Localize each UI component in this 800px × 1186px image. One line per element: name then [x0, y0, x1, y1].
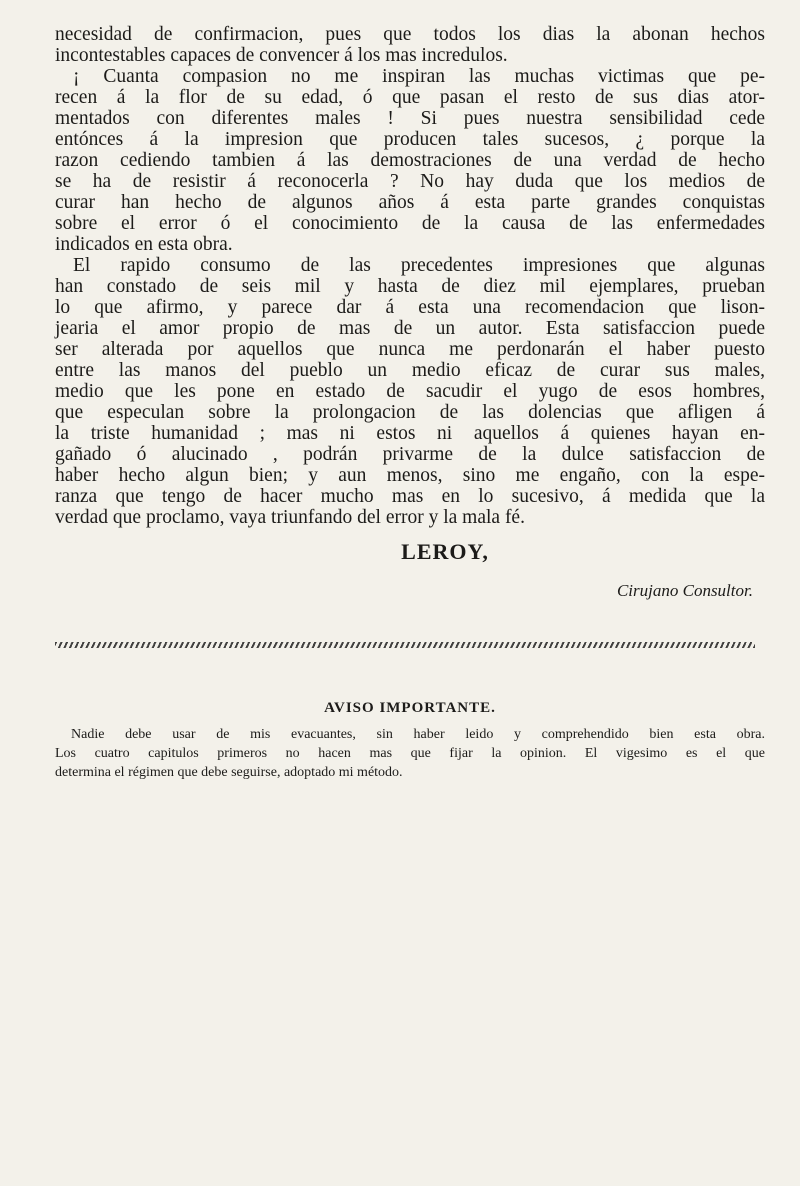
page [55, 24, 765, 782]
body-line: incontestables capaces de convencer á los mas incredulos. [55, 45, 508, 66]
body-line: medio que les pone en estado de sacudir el yugo de esos hombres, [55, 381, 765, 402]
signature-role: Cirujano Consultor. [616, 581, 753, 600]
body-line: que especulan sobre la prolongacion de las dolencias que afligen á [55, 402, 765, 423]
notice-title: AVISO IMPORTANTE. [324, 700, 496, 716]
body-line: jearia el amor propio de mas de un autor. Esta satisfaccion puede [55, 318, 765, 339]
notice-text [55, 725, 765, 782]
notice-line: Los cuatro capitulos primeros no hacen mas que fijar la opinion. El vigesimo es el que [55, 746, 765, 761]
body-line: haber hecho algun bien; y aun menos, sino me engaño, con la espe- [55, 465, 765, 486]
body-line: lo que afirmo, y parece dar á esta una recomendacion que lison- [55, 297, 765, 318]
body-line: verdad que proclamo, vaya triunfando del error y la mala fé. [55, 507, 525, 528]
body-line: entre las manos del pueblo un medio eficaz de curar sus males, [55, 360, 765, 381]
signature-name: LEROY, [401, 539, 489, 564]
body-line: ser alterada por aquellos que nunca me perdonarán el haber puesto [55, 339, 765, 360]
body-line: El rapido consumo de las precedentes impresiones que algunas [73, 255, 765, 276]
notice-line: determina el régimen que debe seguirse, adoptado mi método. [55, 765, 403, 780]
body-line: indicados en esta obra. [55, 234, 233, 255]
body-line: la triste humanidad ; mas ni estos ni aquellos á quienes hayan en- [55, 423, 765, 444]
body-line: mentados con diferentes males ! Si pues nuestra sensibilidad cede [55, 108, 765, 129]
body-line: sobre el error ó el conocimiento de la causa de las enfermedades [55, 213, 765, 234]
ornamental-divider [55, 642, 755, 648]
body-line: ranza que tengo de hacer mucho mas en lo sucesivo, á medida que la [55, 486, 765, 507]
body-line: curar han hecho de algunos años á esta parte grandes conquistas [55, 192, 765, 213]
body-line: ¡ Cuanta compasion no me inspiran las muchas victimas que pe- [73, 66, 765, 87]
body-line: necesidad de confirmacion, pues que todos los dias la abonan hechos [55, 24, 765, 45]
body-line: razon cediendo tambien á las demostraciones de una verdad de hecho [55, 150, 765, 171]
notice-line: Nadie debe usar de mis evacuantes, sin haber leido y comprehendido bien esta obra. [71, 727, 765, 742]
body-line: han constado de seis mil y hasta de diez mil ejemplares, prueban [55, 276, 765, 297]
body-line: gañado ó alucinado , podrán privarme de la dulce satisfaccion de [55, 444, 765, 465]
body-line: se ha de resistir á reconocerla ? No hay duda que los medios de [55, 171, 765, 192]
body-line: recen á la flor de su edad, ó que pasan el resto de sus dias ator- [55, 87, 765, 108]
body-line: entónces á la impresion que producen tales sucesos, ¿ porque la [55, 129, 765, 150]
body-text [55, 24, 765, 528]
